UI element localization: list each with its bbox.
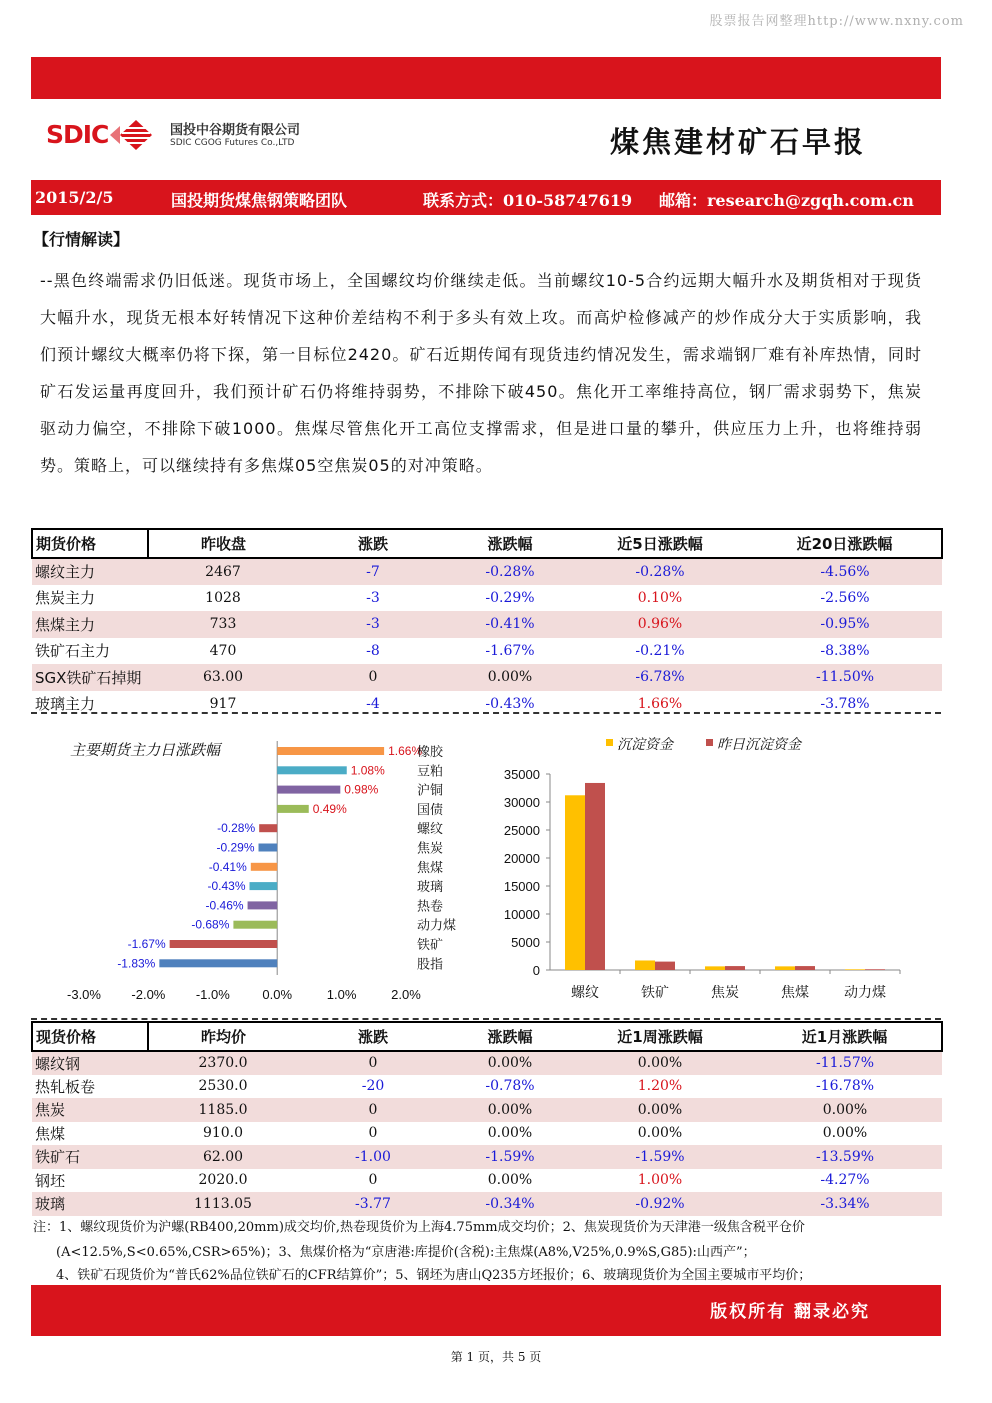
- column-header: 昨均价: [148, 1022, 298, 1051]
- cell-chg: -20: [361, 1078, 385, 1095]
- footnote-line: 注：1、螺纹现货价为沪螺(RB400,20mm)成交均价,热卷现货价为上海4.75mm成交均价；2、焦炭现货价为天津港一级焦含税平仓价: [33, 1220, 805, 1235]
- daily-change-bar-chart: [52, 735, 472, 1010]
- logo-text: SDIC: [46, 120, 109, 149]
- data-label: -0.43%: [207, 879, 246, 894]
- cell-d5: 0.10%: [637, 589, 683, 606]
- column-header: 期货价格: [32, 529, 148, 558]
- cell-pct: -0.34%: [485, 1195, 535, 1212]
- y-tick-label: 35000: [503, 767, 540, 782]
- cell-pct: 0.00%: [487, 1101, 533, 1118]
- cell-d20: 0.00%: [822, 1101, 868, 1118]
- legend-swatch: [606, 739, 613, 746]
- table-row: [32, 611, 942, 638]
- cell-name: SGX铁矿石掉期: [35, 668, 142, 687]
- table-divider: [31, 1018, 941, 1020]
- footnote-line: 4、铁矿石现货价为“普氏62%品位铁矿石的CFR结算价”；5、钢坯为唐山Q235方坯报价；6、玻璃现货价为全国主要城市平均价；: [56, 1268, 812, 1283]
- copyright-notice: 版权所有 翻录必究: [710, 1302, 870, 1322]
- cell-chg: -1.00: [355, 1148, 391, 1165]
- spot-price-table: [31, 1021, 943, 1216]
- category-label: 焦煤: [781, 984, 809, 1000]
- x-tick-label: -3.0%: [67, 987, 101, 1002]
- info-bar: [31, 180, 941, 215]
- bar: [277, 766, 347, 774]
- column-header: 涨跌幅: [448, 1022, 572, 1051]
- cell-d20: 0.00%: [822, 1125, 868, 1142]
- data-label: 0.98%: [344, 782, 379, 797]
- data-label: -0.29%: [216, 840, 255, 855]
- cell-d20: -8.38%: [820, 642, 870, 659]
- cell-close: 910.0: [202, 1125, 244, 1142]
- cell-d5: 0.00%: [637, 1125, 683, 1142]
- cell-pct: -0.43%: [485, 695, 535, 712]
- bar: [775, 966, 795, 970]
- x-tick-label: -2.0%: [131, 987, 166, 1002]
- cell-pct: -0.78%: [485, 1078, 535, 1095]
- bar: [277, 747, 384, 755]
- cell-pct: -0.41%: [485, 616, 535, 633]
- category-label: 焦炭: [711, 984, 739, 1000]
- y-tick-label: 25000: [503, 823, 540, 838]
- analysis-paragraph: --黑色终端需求仍旧低迷。现货市场上，全国螺纹均价继续走低。当前螺纹10-5合约远期大幅升水及期货相对于现货大幅升水，现货无根本好转情况下这种价差结构不利于多头有效上攻。而高炉检修减产的炒作成分大于实质影响，我们预计螺纹大概率仍将下探，第一目标位2420。矿石近期传闻有现货违约情况发生，需求端钢厂难有补库热情，同时矿石发运量再度回升，我们预计矿石仍将维持弱势，不排除下破450。焦化开工率维持高位，钢厂需求弱势下，焦炭驱动力偏空，不排除下破1000。焦煤尽管焦化开工高位支撑需求，但是进口量的攀升，供应压力上升，也将维持弱势。策略上，可以继续持有多焦煤05空焦炭05的对冲策略。: [40, 271, 922, 475]
- report-title: 煤焦建材矿石早报: [609, 125, 866, 159]
- cell-d5: 1.66%: [637, 695, 683, 712]
- cell-name: 玻璃: [35, 1195, 66, 1214]
- cell-d20: -11.50%: [815, 669, 875, 686]
- x-tick-label: 0.0%: [262, 987, 293, 1002]
- bar: [845, 969, 865, 970]
- cell-close: 917: [209, 695, 237, 712]
- cell-close: 2530.0: [198, 1078, 248, 1095]
- category-label: 动力煤: [844, 984, 886, 1000]
- cell-d20: -2.56%: [820, 589, 870, 606]
- column-header: 涨跌幅: [448, 529, 572, 558]
- category-label: 股指: [417, 956, 444, 972]
- company-name-cn: 国投中谷期货有限公司: [170, 123, 301, 138]
- cell-d5: -6.78%: [635, 669, 685, 686]
- bar: [705, 966, 725, 970]
- category-label: 玻璃: [417, 879, 444, 895]
- y-tick-label: 30000: [503, 795, 540, 810]
- cell-close: 470: [209, 642, 237, 659]
- bar: [259, 844, 278, 852]
- contact-email[interactable]: 邮箱：research@zgqh.com.cn: [659, 191, 914, 210]
- cell-d20: -4.27%: [820, 1172, 870, 1189]
- legend-label: 昨日沉淀资金: [717, 736, 801, 752]
- footnote-line: (A<12.5%,S<0.65%,CSR>65%)；3、焦煤价格为“京唐港:库提价(含税):主焦煤(A8%,V25%,0.9%S,G85):山西产”；: [56, 1245, 756, 1260]
- section-heading: 【行情解读】: [33, 230, 130, 249]
- cell-d5: 1.00%: [637, 1172, 683, 1189]
- bar: [159, 959, 277, 967]
- cell-name: 玻璃主力: [35, 695, 96, 714]
- bar: [655, 962, 675, 970]
- cell-close: 62.00: [202, 1148, 244, 1165]
- y-tick-label: 10000: [503, 907, 540, 922]
- category-label: 动力煤: [417, 917, 457, 933]
- table-row: [32, 1098, 942, 1122]
- cell-d5: 0.00%: [637, 1055, 683, 1072]
- cell-d5: -0.28%: [635, 563, 685, 580]
- cell-chg: -3: [366, 616, 380, 633]
- cell-close: 2370.0: [198, 1055, 248, 1072]
- cell-chg: -7: [366, 563, 380, 580]
- cell-name: 螺纹主力: [35, 563, 96, 582]
- category-label: 橡胶: [417, 744, 444, 759]
- data-label: -0.68%: [191, 917, 230, 932]
- cell-d5: -0.21%: [635, 642, 685, 659]
- cell-chg: -4: [366, 695, 380, 712]
- data-label: -1.83%: [117, 956, 156, 971]
- bar: [277, 805, 309, 813]
- cell-d20: -4.56%: [820, 563, 870, 580]
- contact-phone: 联系方式：010-58747619: [423, 191, 633, 210]
- column-header: 涨跌: [298, 529, 448, 558]
- cell-chg: 0: [368, 1055, 378, 1072]
- top-red-bar: [31, 57, 941, 99]
- cell-d20: -13.59%: [815, 1148, 875, 1165]
- column-header: 近1周涨跌幅: [572, 1022, 748, 1051]
- settled-funds-bar-chart: [490, 730, 930, 1015]
- futures-price-table: [31, 528, 943, 717]
- category-label: 国债: [417, 801, 444, 817]
- data-label: -0.41%: [208, 859, 247, 874]
- bar: [248, 901, 278, 909]
- cell-d5: 0.96%: [637, 616, 683, 633]
- bar: [795, 966, 815, 970]
- column-header: 近1月涨跌幅: [748, 1022, 942, 1051]
- company-logo: [46, 116, 346, 156]
- data-label: -1.67%: [127, 937, 166, 951]
- table-row: [32, 1145, 942, 1169]
- cell-d20: -3.34%: [820, 1195, 870, 1212]
- company-name-en: SDIC CGOG Futures Co.,LTD: [170, 138, 295, 148]
- cell-pct: -0.29%: [485, 589, 535, 606]
- x-tick-label: -1.0%: [195, 987, 230, 1002]
- y-tick-label: 15000: [503, 879, 540, 894]
- table-row: [32, 1051, 942, 1075]
- cell-name: 焦煤主力: [35, 615, 96, 634]
- table-row: [32, 585, 942, 612]
- cell-d5: -0.92%: [635, 1195, 685, 1212]
- category-label: 铁矿: [417, 937, 444, 952]
- category-label: 螺纹: [417, 821, 444, 837]
- legend-label: 沉淀资金: [617, 736, 673, 752]
- table-row: [32, 1075, 942, 1099]
- table-header-row: [32, 529, 942, 558]
- table-row: [32, 664, 942, 691]
- x-tick-label: 2.0%: [391, 987, 421, 1002]
- y-tick-label: 5000: [511, 935, 540, 950]
- cell-pct: -0.28%: [485, 563, 535, 580]
- cell-chg: 0: [368, 1125, 378, 1142]
- data-label: -0.46%: [205, 898, 244, 913]
- bar: [635, 960, 655, 970]
- cell-name: 焦煤: [35, 1124, 66, 1143]
- bar: [865, 969, 885, 970]
- table-row: [32, 1122, 942, 1146]
- column-header: 近5日涨跌幅: [572, 529, 748, 558]
- cell-pct: 0.00%: [487, 1055, 533, 1072]
- bar: [585, 783, 605, 970]
- report-date: 2015/2/5: [35, 188, 114, 207]
- bar: [250, 882, 278, 890]
- category-label: 焦炭: [417, 840, 444, 856]
- watermark: 股票报告网整理http://www.nxny.com: [709, 14, 964, 29]
- column-header: 涨跌: [298, 1022, 448, 1051]
- category-label: 焦煤: [417, 859, 444, 875]
- cell-close: 1113.05: [194, 1195, 252, 1212]
- y-tick-label: 0: [532, 963, 540, 978]
- cell-name: 铁矿石主力: [35, 642, 111, 661]
- cell-d20: -11.57%: [815, 1055, 875, 1072]
- y-tick-label: 20000: [503, 851, 540, 866]
- legend-swatch: [706, 739, 713, 746]
- table-row: [32, 1169, 942, 1193]
- cell-pct: -1.67%: [485, 642, 535, 659]
- category-label: 豆粕: [417, 763, 444, 779]
- table-header-row: [32, 1022, 942, 1051]
- cell-close: 2467: [205, 563, 241, 580]
- data-label: 0.49%: [312, 801, 347, 816]
- cell-pct: 0.00%: [487, 1125, 533, 1142]
- cell-name: 热轧板卷: [35, 1077, 96, 1096]
- cell-name: 焦炭主力: [35, 589, 96, 608]
- cell-name: 焦炭: [35, 1101, 66, 1120]
- bar: [259, 824, 277, 832]
- hchart-title: 主要期货主力日涨跌幅: [70, 741, 221, 759]
- bar: [725, 966, 745, 970]
- bar: [565, 795, 585, 970]
- cell-close: 2020.0: [198, 1172, 248, 1189]
- cell-d5: 1.20%: [637, 1078, 683, 1095]
- cell-name: 铁矿石: [35, 1148, 81, 1167]
- cell-d20: -3.78%: [820, 695, 870, 712]
- cell-chg: -8: [366, 642, 380, 659]
- bar: [277, 786, 340, 794]
- table-row: [32, 1192, 942, 1216]
- bar: [251, 863, 277, 871]
- column-header: 近20日涨跌幅: [748, 529, 942, 558]
- cell-name: 钢坯: [35, 1171, 66, 1190]
- cell-name: 螺纹钢: [35, 1054, 81, 1073]
- column-header: 现货价格: [32, 1022, 148, 1051]
- category-label: 螺纹: [571, 984, 599, 1000]
- cell-chg: -3: [366, 589, 380, 606]
- cell-chg: 0: [368, 1101, 378, 1118]
- cell-chg: 0: [368, 669, 378, 686]
- table-divider: [31, 712, 941, 714]
- cell-chg: -3.77: [355, 1195, 391, 1212]
- cell-pct: -1.59%: [485, 1148, 535, 1165]
- category-label: 热卷: [417, 898, 444, 914]
- bar: [170, 940, 278, 948]
- data-label: 1.08%: [350, 763, 385, 778]
- data-label: -0.28%: [217, 821, 256, 836]
- cell-close: 63.00: [202, 669, 244, 686]
- data-label: 1.66%: [388, 744, 423, 758]
- cell-d5: -1.59%: [635, 1148, 685, 1165]
- x-tick-label: 1.0%: [326, 987, 357, 1002]
- column-header: 昨收盘: [148, 529, 298, 558]
- cell-d5: 0.00%: [637, 1101, 683, 1118]
- cell-pct: 0.00%: [487, 1172, 533, 1189]
- page-number: 第 1 页，共 5 页: [450, 1350, 542, 1364]
- cell-d20: -0.95%: [820, 616, 870, 633]
- cell-close: 1028: [205, 589, 241, 606]
- table-row: [32, 638, 942, 665]
- logo-diamond-icon: [110, 118, 162, 152]
- team-name: 国投期货煤焦钢策略团队: [171, 191, 348, 210]
- cell-close: 1185.0: [198, 1101, 248, 1118]
- bar: [233, 921, 277, 929]
- table-row: [32, 558, 942, 585]
- cell-pct: 0.00%: [487, 669, 533, 686]
- category-label: 沪铜: [417, 782, 444, 798]
- category-label: 铁矿: [641, 984, 669, 1000]
- cell-chg: 0: [368, 1172, 378, 1189]
- cell-d20: -16.78%: [815, 1078, 875, 1095]
- cell-close: 733: [209, 616, 237, 633]
